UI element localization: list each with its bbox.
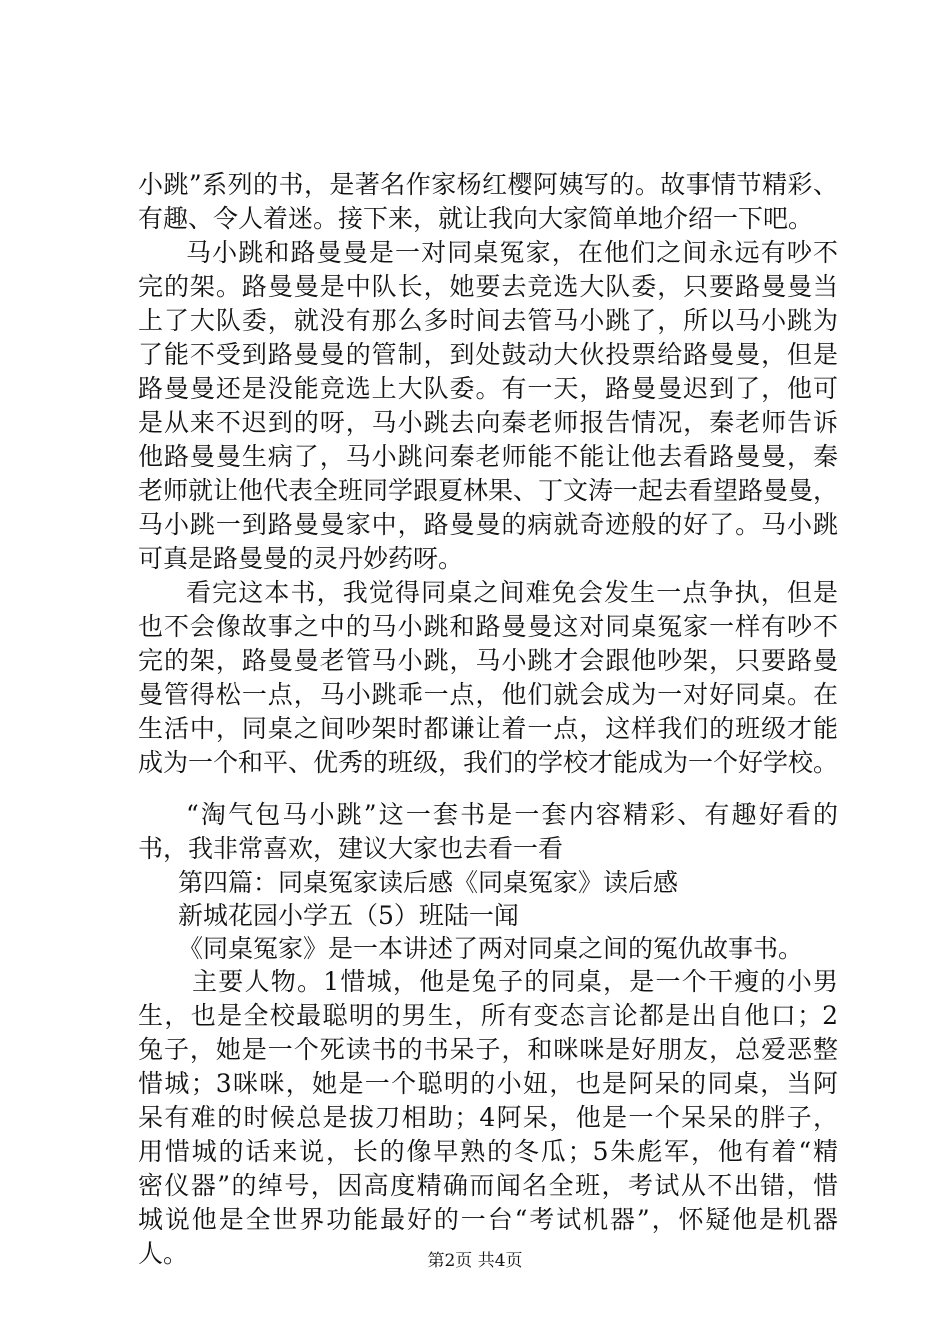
text-line: 生，也是全校最聪明的男生，所有变态言论都是出自他口；2: [138, 1001, 838, 1030]
text-line: 兔子，她是一个死读书的书呆子，和咪咪是好朋友，总爱恶整: [138, 1035, 838, 1064]
text-line: 完的架，路曼曼老管马小跳，马小跳才会跟他吵架，只要路曼: [138, 646, 838, 675]
author-line: 新城花园小学五（5）班陆一闻: [178, 901, 519, 930]
section-title: 第四篇：同桌冤家读后感《同桌冤家》读后感: [178, 868, 679, 897]
text-line: 人。: [138, 1239, 189, 1268]
text-line: 完的架。路曼曼是中队长，她要去竞选大队委，只要路曼曼当: [138, 272, 838, 301]
text-line: 马小跳一到路曼曼家中，路曼曼的病就奇迹般的好了。马小跳: [138, 510, 838, 539]
text-line: 也不会像故事之中的马小跳和路曼曼这对同桌冤家一样有吵不: [138, 612, 838, 641]
page-footer: 第2页 共4页: [427, 1251, 523, 1271]
text-line: 用惜城的话来说，长的像早熟的冬瓜；5朱彪军，他有着“精: [138, 1137, 838, 1166]
text-line: 是从来不迟到的呀，马小跳去向秦老师报告情况，秦老师告诉: [138, 408, 838, 437]
paragraph-first-line: 马小跳和路曼曼是一对同桌冤家，在他们之间永远有吵不: [186, 238, 838, 267]
text-line: 有趣、令人着迷。接下来，就让我向大家简单地介绍一下吧。: [138, 204, 814, 233]
text-line: 成为一个和平、优秀的班级，我们的学校才能成为一个好学校。: [138, 748, 839, 777]
text-line: 可真是路曼曼的灵丹妙药呀。: [138, 544, 464, 573]
paragraph-first-line: “淘气包马小跳”这一套书是一套内容精彩、有趣好看的: [186, 800, 838, 829]
text-line: 书，我非常喜欢，建议大家也去看一看: [138, 834, 564, 863]
document-body: [138, 168, 838, 1271]
paragraph-first-line: 看完这本书，我觉得同桌之间难免会发生一点争执，但是: [186, 578, 838, 607]
text-line: 了能不受到路曼曼的管制，到处鼓动大伙投票给路曼曼，但是: [138, 340, 838, 369]
paragraph-gap: [138, 780, 838, 798]
text-line: 小跳”系列的书，是著名作家杨红樱阿姨写的。故事情节精彩、: [138, 170, 838, 199]
text-line: 路曼曼还是没能竞选上大队委。有一天，路曼曼迟到了，他可: [138, 374, 838, 403]
text-line: 曼管得松一点，马小跳乖一点，他们就会成为一对好同桌。在: [138, 680, 838, 709]
text-line: 上了大队委，就没有那么多时间去管马小跳了，所以马小跳为: [138, 306, 838, 335]
text-line: 他路曼曼生病了，马小跳问秦老师能不能让他去看路曼曼，秦: [138, 442, 838, 471]
text-line: 生活中，同桌之间吵架时都谦让着一点，这样我们的班级才能: [138, 714, 838, 743]
text-line: 城说他是全世界功能最好的一台“考试机器”，怀疑他是机器: [138, 1205, 838, 1234]
text-line: 密仪器”的绰号，因高度精确而闻名全班，考试从不出错，惜: [138, 1171, 838, 1200]
text-line: 呆有难的时候总是拔刀相助；4阿呆，他是一个呆呆的胖子，: [138, 1103, 838, 1132]
text-line: 惜城；3咪咪，她是一个聪明的小妞，也是阿呆的同桌，当阿: [138, 1069, 838, 1098]
paragraph-first-line: 主要人物。1惜城，他是兔子的同桌，是一个干瘦的小男: [192, 967, 838, 996]
intro-line: 《同桌冤家》是一本讲述了两对同桌之间的冤仇故事书。: [178, 934, 804, 963]
text-line: 老师就让他代表全班同学跟夏林果、丁文涛一起去看望路曼曼，: [138, 476, 839, 505]
